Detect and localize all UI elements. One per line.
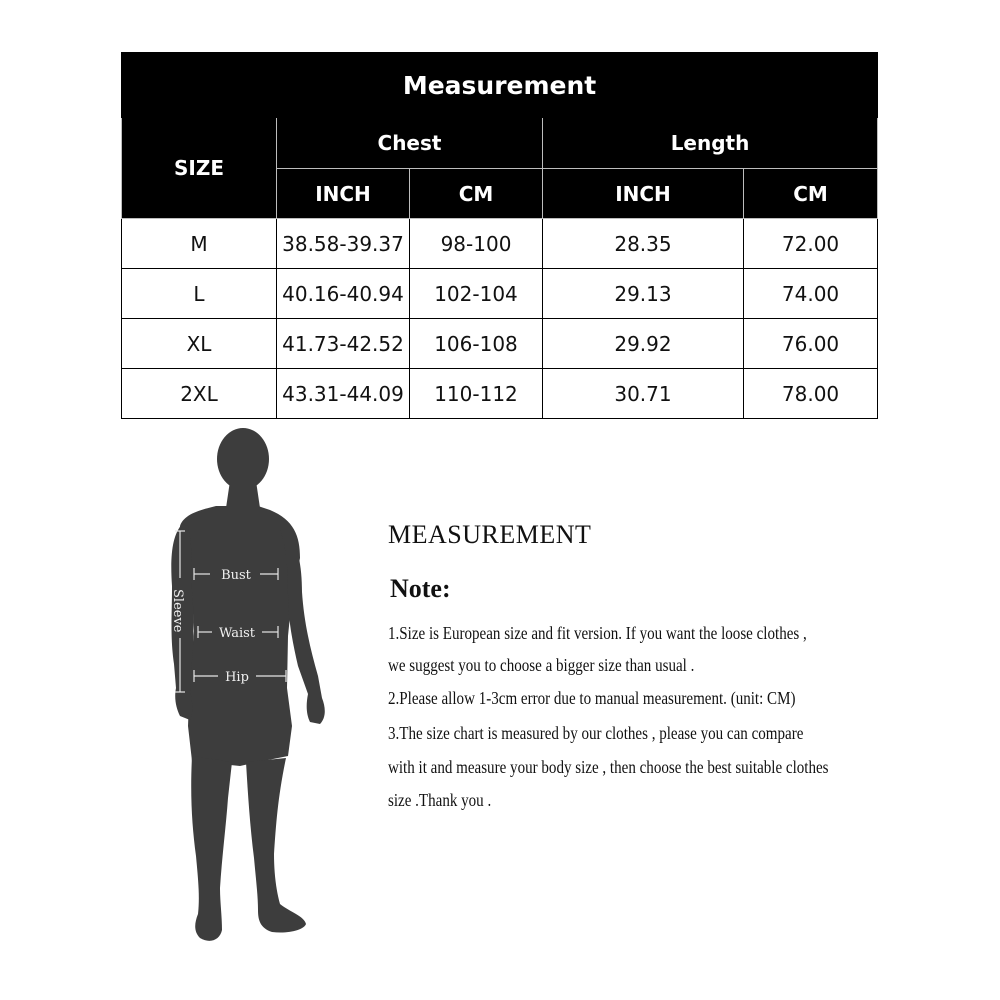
size-chart-table	[121, 52, 877, 415]
body-measurement-figure	[150, 426, 340, 954]
note-line: size .Thank you .	[388, 790, 492, 810]
chest-group-header: Chest	[277, 118, 543, 169]
length-cm-cell: 72.00	[744, 219, 878, 269]
table-row	[122, 269, 878, 319]
note-line: with it and measure your body size , then choose the best suitable clothes	[388, 757, 829, 777]
bust-label: Bust	[221, 568, 251, 583]
length-inch-header: INCH	[543, 169, 744, 219]
hip-label: Hip	[225, 670, 249, 685]
length-inch-cell: 28.35	[543, 219, 744, 269]
length-group-header: Length	[543, 118, 878, 169]
length-cm-cell: 76.00	[744, 319, 878, 369]
chest-cm-cell: 102-104	[410, 269, 543, 319]
table-title: Measurement	[122, 53, 878, 118]
size-cell: L	[122, 269, 277, 319]
chest-inch-cell: 40.16-40.94	[277, 269, 410, 319]
note-title: Note:	[390, 574, 451, 603]
size-column-header: SIZE	[122, 118, 277, 219]
chest-cm-cell: 110-112	[410, 369, 543, 419]
note-line: 3.The size chart is measured by our clothes , please you can compare	[388, 723, 804, 743]
table-row	[122, 369, 878, 419]
measurement-table	[121, 52, 878, 419]
size-cell: M	[122, 219, 277, 269]
table-row	[122, 319, 878, 369]
chest-cm-cell: 106-108	[410, 319, 543, 369]
waist-label: Waist	[218, 626, 256, 641]
chest-cm-header: CM	[410, 169, 543, 219]
chest-cm-cell: 98-100	[410, 219, 543, 269]
chest-inch-cell: 41.73-42.52	[277, 319, 410, 369]
note-line: we suggest you to choose a bigger size than usual .	[388, 655, 695, 675]
length-inch-cell: 29.13	[543, 269, 744, 319]
sleeve-label: Sleeve	[170, 589, 185, 633]
length-cm-cell: 78.00	[744, 369, 878, 419]
notes-heading: MEASUREMENT	[388, 520, 592, 549]
length-cm-header: CM	[744, 169, 878, 219]
note-line: 2.Please allow 1-3cm error due to manual measurement. (unit: CM)	[388, 688, 796, 708]
note-line: 1.Size is European size and fit version. If you want the loose clothes ,	[388, 623, 807, 643]
size-cell: 2XL	[122, 369, 277, 419]
size-cell: XL	[122, 319, 277, 369]
chest-inch-cell: 38.58-39.37	[277, 219, 410, 269]
length-cm-cell: 74.00	[744, 269, 878, 319]
length-inch-cell: 29.92	[543, 319, 744, 369]
chest-inch-cell: 43.31-44.09	[277, 369, 410, 419]
table-row	[122, 219, 878, 269]
chest-inch-header: INCH	[277, 169, 410, 219]
length-inch-cell: 30.71	[543, 369, 744, 419]
human-silhouette-icon	[150, 426, 340, 954]
